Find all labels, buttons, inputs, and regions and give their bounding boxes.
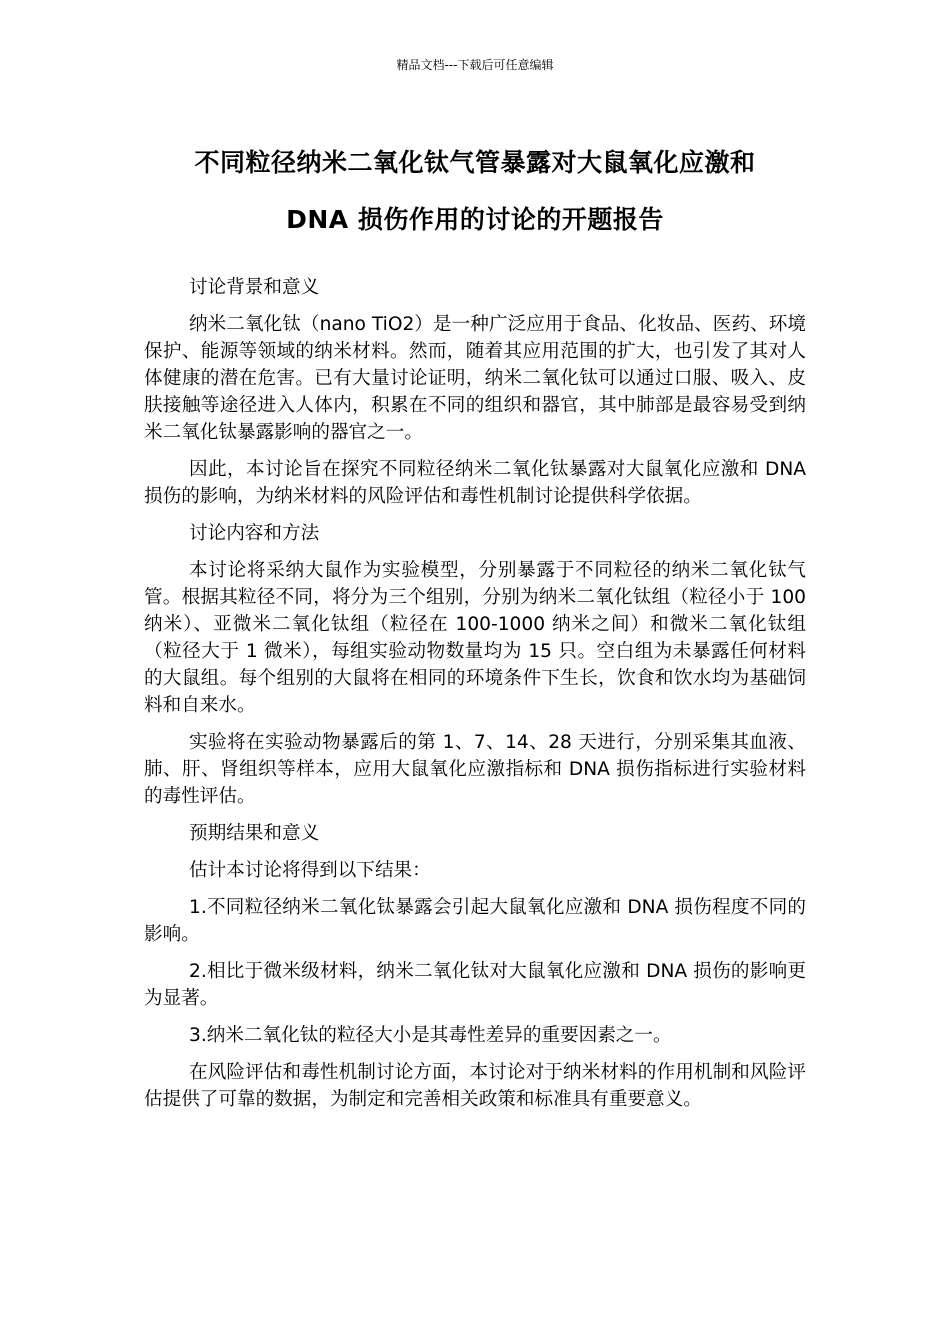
document-body bbox=[144, 274, 806, 1123]
title-line-1: 不同粒径纳米二氧化钛气管暴露对大鼠氧化应激和 bbox=[194, 148, 756, 177]
section-heading-methods: 讨论内容和方法 bbox=[189, 523, 320, 544]
page-header: 精品文档---下载后可任意编辑 bbox=[396, 58, 554, 72]
document-title bbox=[140, 134, 810, 248]
result-item: 3.纳米二氧化钛的粒径大小是其毒性差异的重要因素之一。 bbox=[189, 1025, 672, 1046]
section-heading-results: 预期结果和意义 bbox=[189, 823, 320, 844]
paragraph: 在风险评估和毒性机制讨论方面，本讨论对于纳米材料的作用机制和风险评估提供了可靠的数据，为制定和完善相关政策和标准具有重要意义。 bbox=[144, 1062, 806, 1110]
paragraph: 本讨论将采纳大鼠作为实验模型，分别暴露于不同粒径的纳米二氧化钛气管。根据其粒径不同，将分为三个组别，分别为纳米二氧化钛组（粒径小于 100 纳米）、亚微米二氧化钛组（粒径在 100-1000 纳米之间）和微米二氧化钛组（粒径大于 1 微米），每组实验动物数量均为 15 只。空白组为未暴露任何材料的大鼠组。每个组别的大鼠将在相同的环境条件下生长，饮食和饮水均为基础饲料和自来水。 bbox=[144, 560, 806, 716]
paragraph: 实验将在实验动物暴露后的第 1、7、14、28 天进行，分别采集其血液、肺、肝、肾组织等样本，应用大鼠氧化应激指标和 DNA 损伤指标进行实验材料的毒性评估。 bbox=[144, 732, 806, 807]
result-item: 2.相比于微米级材料，纳米二氧化钛对大鼠氧化应激和 DNA 损伤的影响更为显著。 bbox=[144, 961, 806, 1009]
paragraph: 因此，本讨论旨在探究不同粒径纳米二氧化钛暴露对大鼠氧化应激和 DNA 损伤的影响，为纳米材料的风险评估和毒性机制讨论提供科学依据。 bbox=[144, 459, 806, 507]
result-item: 1.不同粒径纳米二氧化钛暴露会引起大鼠氧化应激和 DNA 损伤程度不同的影响。 bbox=[144, 897, 806, 945]
paragraph: 纳米二氧化钛（nano TiO2）是一种广泛应用于食品、化妆品、医药、环境保护、能源等领域的纳米材料。然而，随着其应用范围的扩大，也引发了其对人体健康的潜在危害。已有大量讨论证明，纳米二氧化钛可以通过口服、吸入、皮肤接触等途径进入人体内，积累在不同的组织和器官，其中肺部是最容易受到纳米二氧化钛暴露影响的器官之一。 bbox=[144, 314, 806, 443]
paragraph: 估计本讨论将得到以下结果： bbox=[189, 860, 431, 881]
section-heading-background: 讨论背景和意义 bbox=[189, 277, 320, 298]
title-line-2: DNA 损伤作用的讨论的开题报告 bbox=[286, 205, 664, 234]
